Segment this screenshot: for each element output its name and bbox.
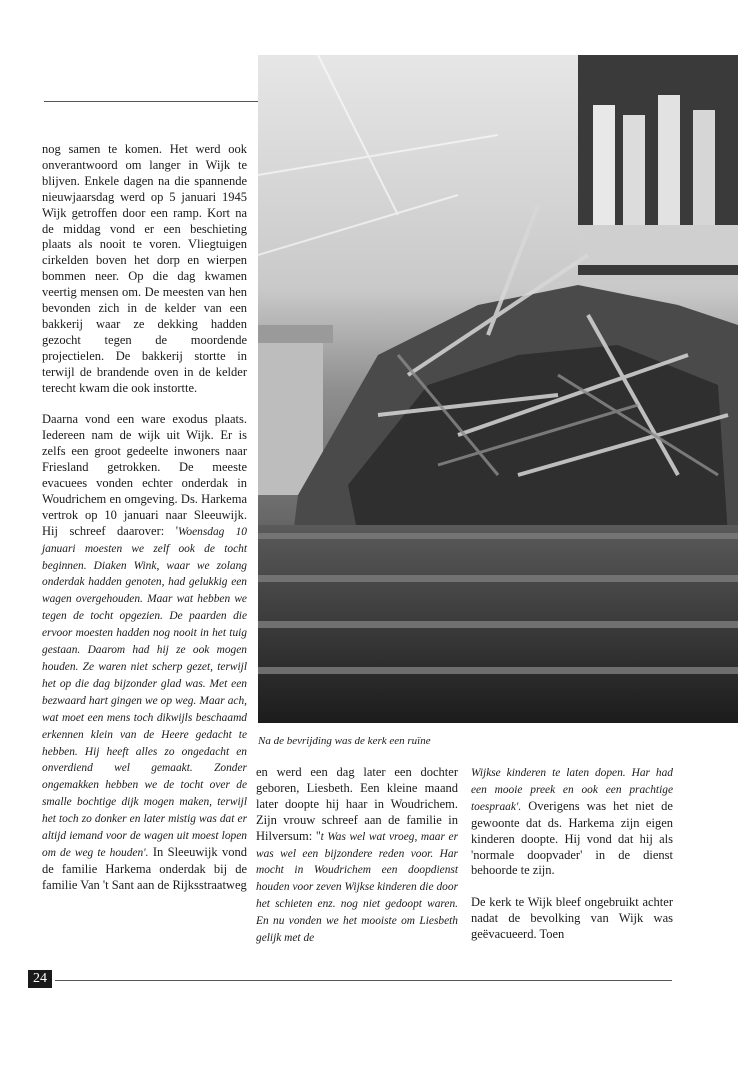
paragraph bbox=[471, 765, 673, 879]
text-run: Overigens was het niet de gewoonte dat ds. Harkema zijn eigen kinderen doopte. Hij vond dat hij als 'normale doopvader' in de dienst behoorde te zijn. bbox=[471, 798, 673, 878]
text-run: en werd een dag later een dochter geboren, Liesbeth. Een kleine maand later doopte hij haar in Woudrichem. Zijn vrouw schreef aan de familie in Hilversum: '' bbox=[256, 765, 458, 843]
church-ruin-photo-illustration bbox=[258, 55, 738, 723]
page-number: 24 bbox=[28, 970, 52, 988]
text-column-2 bbox=[256, 765, 458, 947]
paragraph bbox=[42, 412, 247, 893]
quote-run: Wijkse kinderen te laten dopen. Har had een mooie preek en ook een prachtige toespraak'. bbox=[471, 767, 673, 813]
text-column-3 bbox=[471, 765, 673, 943]
text-run: In Sleeuwijk vond de familie Harkema onderdak bij de familie Van 't Sant aan de Rijksstraatweg bbox=[42, 844, 247, 892]
quote-run: Woensdag 10 januari moesten we zelf ook de tocht beginnen. Diaken Wink, waar we zolang onderdak hadden genoten, had gelukkig een wagen overgehouden. Maar wat hebben we tegen de tocht opgezien. De paarden die ervoor moesten hadden nog nooit in het tuig gestaan. Daarom had hij ze ook mogen houden. Ze waren niet scherp gezet, terwijl het op die dag bijzonder glad was. Met een bezwaard hart gingen we op weg. Maar ach, wat moet een mens toch dikwijls beschaamd erkennen klein van de Heere gedacht te hebben. Hij heeft alles zo ongedacht en onverdiend wel gemaakt. Zonder ongemakken hebben we de tocht over de smalle bochtige dijk mogen maken, terwijl het toch zo donker en later mistig was dat er altijd iemand voor de wagen uit moest lopen om de weg te houden'. bbox=[42, 525, 247, 859]
text-column-1 bbox=[42, 142, 247, 894]
paragraph bbox=[256, 765, 458, 947]
photo-caption: Na de bevrijding was de kerk een ruïne bbox=[258, 735, 431, 747]
church-ruin-photo bbox=[258, 55, 738, 723]
bottom-rule bbox=[55, 980, 672, 981]
paragraph: nog samen te komen. Het werd ook onverantwoord om langer in Wijk te blijven. Enkele dagen na die spannende nieuwjaarsdag werd op 5 januari 1945 Wijk getroffen door een ramp. Kort na de middag vond er een beschieting plaats als nooit te voren. Vliegtuigen cirkelden boven het dorp en wierpen bommen neer. Op die dag kwamen veertig mensen om. De meesten van hen bevonden zich in de kelder van een bakkerij waar ze dekking hadden gezocht tegen de moordende projectielen. De bakkerij stortte in terwijl de brandende oven in de kelder terecht kwam die ook instortte. bbox=[42, 142, 247, 395]
top-rule bbox=[44, 101, 258, 102]
paragraph: De kerk te Wijk bleef ongebruikt achter nadat de bevolking van Wijk was geëvacueerd. Toen bbox=[471, 895, 673, 942]
text-run: Daarna vond een ware exodus plaats. Iedereen nam de wijk uit Wijk. Er is zelfs een groot gedeelte inwoners naar Friesland getrokken. De meeste evacuees vonden echter onderdak in Woudrichem en omgeving. Ds. Harkema vertrok op 10 januari naar Sleeuwijk. Hij schreef daarover: ' bbox=[42, 412, 247, 538]
quote-run: t Was wel wat vroeg, maar er was wel een bijzondere reden voor. Har mocht in Woudrichem een doopdienst houden voor zeven Wijkse kinderen die door het schieten enz. nog niet gedoopt waren. En nu vonden we het mooiste om Liesbeth gelijk met de bbox=[256, 830, 458, 945]
